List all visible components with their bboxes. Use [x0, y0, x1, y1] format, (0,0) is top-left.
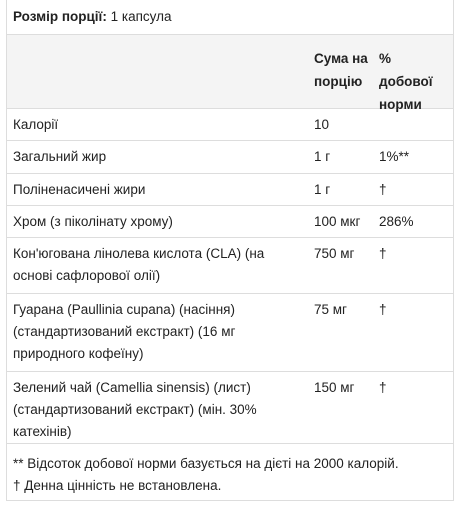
nutrient-dv: †: [379, 380, 387, 395]
nutrient-name-line: природного кофеїну): [13, 346, 144, 361]
nutrient-amount: 100 мкг: [314, 214, 361, 229]
nutrient-dv: 286%: [379, 214, 414, 229]
header-name-cell: [7, 35, 314, 108]
nutrient-name-line: Загальний жир: [13, 149, 107, 164]
header-amount-line: Сума на: [314, 51, 368, 66]
nutrient-name-line: Зелений чай (Camellia sinensis) (лист): [13, 380, 251, 395]
nutrient-dv: †: [379, 246, 387, 261]
nutrient-dv: 1%**: [379, 149, 410, 164]
nutrient-amount: 10: [314, 117, 330, 132]
nutrient-name-line: Хром (з піколінату хрому): [13, 214, 173, 229]
serving-size-value: 1 капсула: [110, 9, 172, 24]
table-row: [7, 294, 453, 372]
supplement-facts-table: [6, 0, 454, 501]
table-row: [7, 206, 453, 238]
footnotes: [7, 444, 453, 497]
nutrient-name-line: Кон'югована лінолева кислота (CLA) (на: [13, 246, 265, 261]
nutrient-amount: 1 г: [314, 182, 331, 197]
nutrient-dv: †: [379, 182, 387, 197]
header-amount: [314, 35, 379, 108]
nutrient-name: [7, 206, 314, 237]
nutrient-name-line: основі сафлорової олії): [13, 268, 161, 283]
footnote-not-established: † Денна цінність не встановлена.: [13, 478, 222, 493]
nutrient-name: [7, 372, 314, 443]
nutrient-name: [7, 238, 314, 293]
nutrient-amount: 75 мг: [314, 302, 347, 317]
nutrient-amount: 750 мг: [314, 246, 355, 261]
nutrient-name-line: Гуарана (Paullinia cupana) (насіння): [13, 302, 235, 317]
table-row: [7, 372, 453, 444]
nutrient-amount: 1 г: [314, 149, 331, 164]
nutrient-name: [7, 294, 314, 371]
header-daily-value: [379, 35, 453, 112]
header-dv-line: норми: [379, 97, 422, 112]
nutrient-dv: †: [379, 302, 387, 317]
nutrient-name-line: Калорії: [13, 117, 59, 132]
nutrient-name: [7, 141, 314, 173]
nutrient-amount: 150 мг: [314, 380, 355, 395]
table-header: [7, 35, 453, 112]
nutrient-name: [7, 174, 314, 205]
serving-size: [7, 0, 453, 35]
table-row: [7, 238, 453, 294]
footnote-daily-value-basis: ** Відсоток добової норми базується на дієті на 2000 калорій.: [13, 456, 399, 471]
table-row: [7, 141, 453, 174]
table-row: [7, 109, 453, 141]
nutrient-name-line: катехінів): [13, 424, 72, 439]
serving-size-label: Розмір порції:: [13, 9, 107, 24]
nutrient-name: [7, 109, 314, 140]
nutrient-dv: [379, 109, 453, 140]
table-row: [7, 174, 453, 206]
header-dv-line: %: [379, 51, 392, 66]
nutrient-name-line: Поліненасичені жири: [13, 182, 146, 197]
nutrient-name-line: (стандартизований екстракт) (мін. 30%: [13, 402, 257, 417]
header-dv-line: добової: [379, 74, 433, 89]
nutrient-name-line: (стандартизований екстракт) (16 мг: [13, 324, 236, 339]
header-amount-line: порцію: [314, 74, 363, 89]
